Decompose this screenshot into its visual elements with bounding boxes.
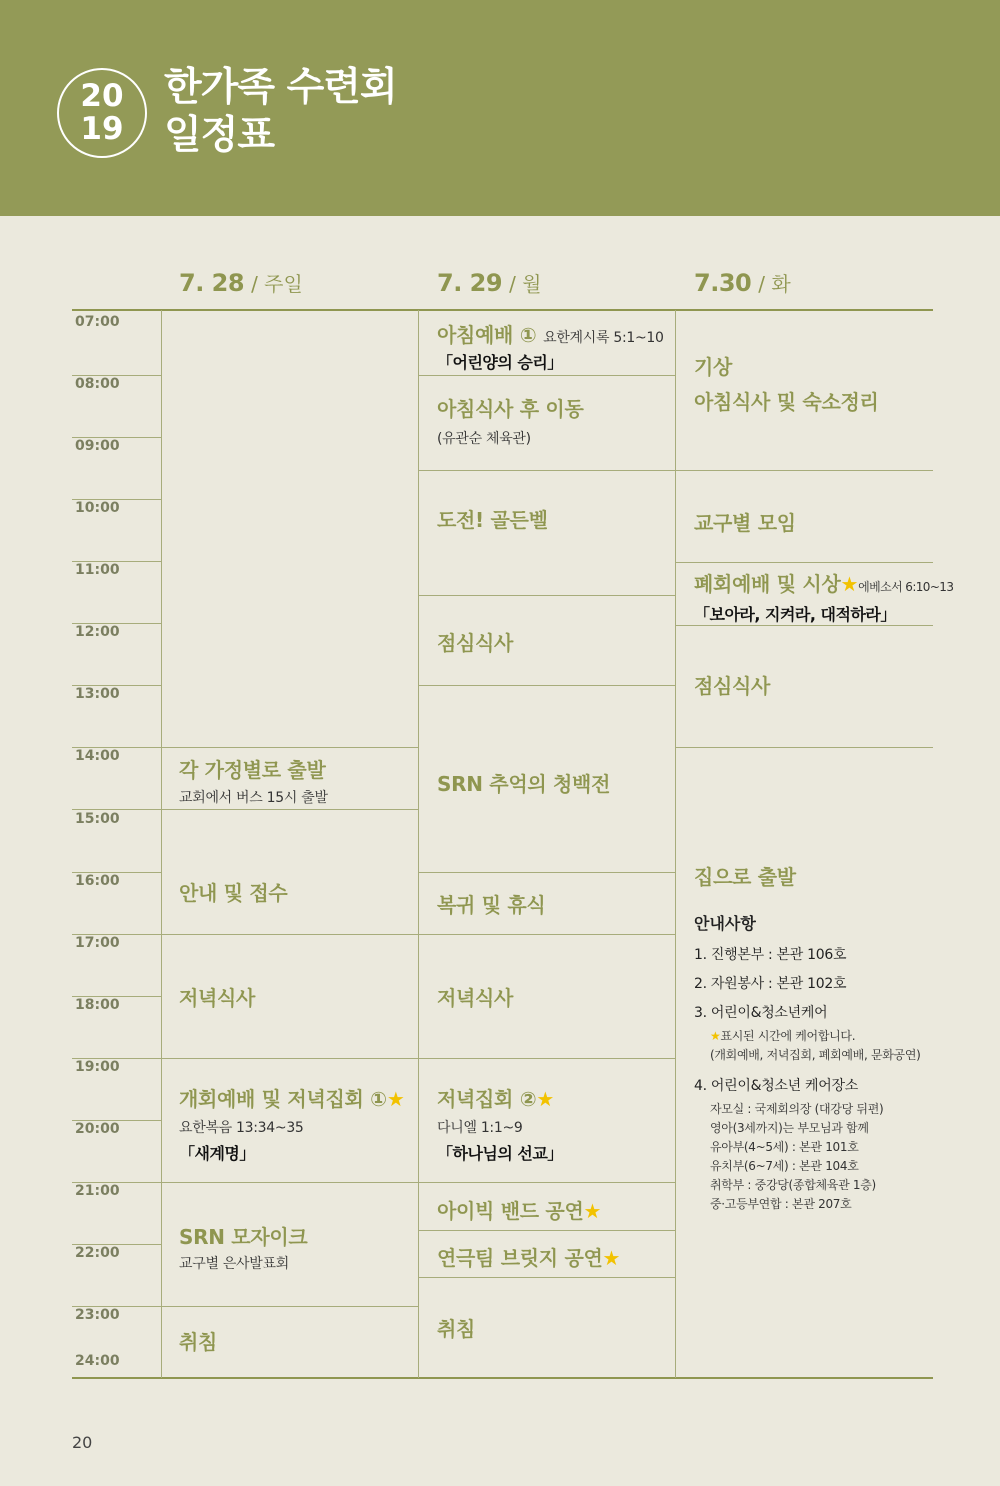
- year-badge-bottom: 19: [80, 111, 124, 147]
- table-bottom-rule: [72, 1377, 933, 1379]
- care-place: 유아부(4~5세) : 본관 101호: [710, 1140, 859, 1154]
- day-weekday: / 화: [758, 272, 791, 296]
- event-title: 아침식사 후 이동: [437, 397, 584, 421]
- event-title: 저녁식사: [437, 986, 514, 1010]
- time-label: 13:00: [75, 686, 120, 702]
- block-rule: [418, 1058, 675, 1059]
- day-date: 7.30: [694, 269, 752, 297]
- day-header-3: [694, 268, 791, 297]
- block-rule: [161, 1058, 418, 1059]
- event-title: 교구별 모임: [694, 511, 796, 535]
- day-date: 7. 28: [179, 269, 245, 297]
- day-weekday: / 월: [509, 272, 542, 296]
- event-goldenbell: [437, 504, 548, 533]
- page-number: 20: [72, 1433, 93, 1452]
- block-rule: [675, 562, 933, 563]
- event-go-home: [694, 861, 796, 890]
- time-label: 07:00: [75, 314, 120, 330]
- block-rule: [418, 1182, 675, 1183]
- block-rule: [418, 1277, 675, 1278]
- block-rule: [161, 747, 418, 748]
- block-rule: [418, 470, 675, 471]
- sermon-theme: 「하나님의 선교」: [437, 1144, 563, 1163]
- event-title: 안내 및 접수: [179, 881, 288, 905]
- block-rule: [418, 595, 675, 596]
- column-divider: [161, 310, 162, 1378]
- care-place: 취학부 : 중강당(종합체육관 1층): [710, 1178, 876, 1192]
- hour-rule: [72, 809, 161, 810]
- event-opening-worship: [179, 1083, 404, 1164]
- notice-section: [694, 911, 930, 1214]
- year-badge: [57, 68, 147, 158]
- time-label: 12:00: [75, 624, 120, 640]
- event-title: 각 가정별로 출발: [179, 758, 326, 782]
- scripture-reference: 요한계시록 5:1~10: [543, 330, 664, 346]
- day-header-1: [179, 268, 303, 297]
- event-title: 도전! 골든벨: [437, 508, 548, 532]
- sermon-theme: 「보아라, 지켜라, 대적하라」: [694, 605, 896, 624]
- time-label: 17:00: [75, 935, 120, 951]
- event-wakeup: [694, 351, 879, 415]
- time-label: 18:00: [75, 997, 120, 1013]
- notice-note: (개회예배, 저녁집회, 폐회예배, 문화공연): [710, 1048, 921, 1062]
- notice-note: ★표시된 시간에 케어합니다.: [710, 1029, 856, 1043]
- event-title: 복귀 및 휴식: [437, 893, 546, 917]
- notice-item: 1. 진행본부 : 본관 106호: [694, 947, 847, 963]
- star-icon: ★: [840, 572, 859, 596]
- event-subtitle: (유관순 체육관): [437, 431, 531, 447]
- event-rest: [437, 889, 545, 918]
- scripture-reference: 요한복음 13:34~35: [179, 1120, 304, 1136]
- page-header: [0, 0, 1000, 216]
- block-rule: [418, 934, 675, 935]
- event-title: 점심식사: [437, 631, 514, 655]
- star-icon: ★: [710, 1029, 721, 1043]
- care-place: 자모실 : 국제회의장 (대강당 뒤편): [710, 1102, 884, 1116]
- event-subtitle: 아침식사 및 숙소정리: [694, 390, 879, 414]
- event-depart: [179, 754, 328, 807]
- event-title: SRN 모자이크: [179, 1225, 308, 1249]
- time-label: 09:00: [75, 438, 120, 454]
- event-title: 기상: [694, 355, 733, 379]
- time-label: 16:00: [75, 873, 120, 889]
- event-evening-worship: [437, 1083, 563, 1164]
- time-label: 15:00: [75, 811, 120, 827]
- event-move: [437, 393, 583, 448]
- scripture-reference: 다니엘 1:1~9: [437, 1120, 523, 1136]
- block-rule: [675, 747, 933, 748]
- event-title: SRN 추억의 청백전: [437, 772, 611, 796]
- event-dinner: [437, 982, 513, 1011]
- event-title: 취침: [437, 1317, 476, 1341]
- event-sleep: [437, 1313, 475, 1342]
- block-rule: [161, 809, 418, 810]
- title-line-1: 한가족 수련회: [164, 65, 397, 110]
- event-title: 폐회예배 및 시상: [694, 572, 841, 596]
- notice-item: 4. 어린이&청소년 케어장소: [694, 1078, 858, 1094]
- time-label: 21:00: [75, 1183, 120, 1199]
- block-rule: [161, 934, 418, 935]
- event-subtitle: 교회에서 버스 15시 출발: [179, 790, 328, 806]
- time-label: 19:00: [75, 1059, 120, 1075]
- sermon-theme: 「새계명」: [179, 1144, 255, 1163]
- star-icon: ★: [386, 1087, 405, 1111]
- event-lunch: [694, 670, 770, 699]
- scripture-reference: 에베소서 6:10~13: [858, 580, 954, 594]
- event-dinner: [179, 982, 255, 1011]
- block-rule: [675, 625, 933, 626]
- event-title: 아이빅 밴드 공연: [437, 1199, 584, 1223]
- star-icon: ★: [536, 1087, 555, 1111]
- event-mosaic: [179, 1221, 307, 1273]
- page-title: [164, 64, 397, 160]
- block-rule: [418, 375, 675, 376]
- event-closing-worship: [694, 568, 954, 625]
- table-top-rule: [72, 309, 933, 311]
- care-place: 영아(3세까지)는 부모님과 함께: [710, 1121, 869, 1135]
- day-weekday: / 주일: [251, 272, 303, 296]
- block-rule: [418, 1230, 675, 1231]
- event-title: 취침: [179, 1330, 218, 1354]
- event-title: 점심식사: [694, 674, 771, 698]
- event-title: 저녁집회 ②: [437, 1087, 537, 1111]
- time-label: 22:00: [75, 1245, 120, 1261]
- time-label: 23:00: [75, 1307, 120, 1323]
- event-title: 연극팀 브릿지 공연: [437, 1246, 603, 1270]
- day-header-2: [437, 268, 542, 297]
- block-rule: [418, 872, 675, 873]
- block-rule: [675, 470, 933, 471]
- event-title: 저녁식사: [179, 986, 256, 1010]
- time-label: 20:00: [75, 1121, 120, 1137]
- block-rule: [161, 1182, 418, 1183]
- care-place: 유치부(6~7세) : 본관 104호: [710, 1159, 859, 1173]
- event-district-meeting: [694, 507, 796, 536]
- star-icon: ★: [583, 1199, 602, 1223]
- time-label: 10:00: [75, 500, 120, 516]
- time-label: 14:00: [75, 748, 120, 764]
- star-icon: ★: [602, 1246, 621, 1270]
- care-place: 중·고등부연합 : 본관 207호: [710, 1197, 852, 1211]
- event-drama: [437, 1242, 620, 1271]
- event-checkin: [179, 877, 287, 906]
- time-label: 24:00: [75, 1353, 120, 1369]
- event-sleep: [179, 1326, 217, 1355]
- event-title: 집으로 출발: [694, 865, 796, 889]
- notice-item: 3. 어린이&청소년케어: [694, 1005, 828, 1021]
- time-label: 08:00: [75, 376, 120, 392]
- year-badge-top: 20: [80, 78, 124, 114]
- event-title: 아침예배 ①: [437, 323, 537, 347]
- day-date: 7. 29: [437, 269, 503, 297]
- sermon-theme: 「어린양의 승리」: [437, 353, 563, 372]
- notice-item: 2. 자원봉사 : 본관 102호: [694, 976, 847, 992]
- time-label: 11:00: [75, 562, 120, 578]
- event-morning-worship: [437, 319, 672, 373]
- event-band: [437, 1195, 601, 1224]
- title-line-2: 일정표: [164, 113, 275, 158]
- block-rule: [161, 1306, 418, 1307]
- block-rule: [418, 685, 675, 686]
- event-srn-games: [437, 768, 610, 797]
- event-title: 개회예배 및 저녁집회 ①: [179, 1087, 387, 1111]
- event-lunch: [437, 627, 513, 656]
- notice-heading: 안내사항: [694, 914, 756, 933]
- event-subtitle: 교구별 은사발표회: [179, 1256, 289, 1272]
